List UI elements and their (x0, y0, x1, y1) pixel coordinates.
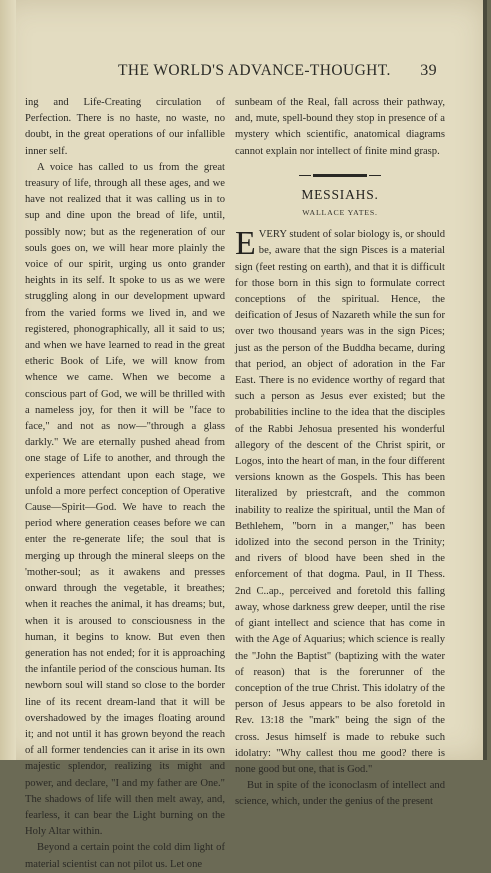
paragraph: Beyond a certain point the cold dim light of material scientist can not pilot us. Let one (25, 842, 225, 870)
page-number: 39 (420, 62, 437, 79)
page-gutter (0, 0, 16, 760)
paragraph: A voice has called to us from the great treasury of life, through all these ages, and we have not realized that it was calling us in to sup and dine upon the bread of life, until, possibly now; but as the regeneration of our souls goes on, we will hear more plainly the voice of our spirit, urging us onto grander heights in its self. It spoke to us as we were struggling along in our development upward from the varied forms we lived in, and we registered, phonographically, all it said to us; and when we have learned to read in the great etheric Book of Life, we will know from whence we came. When we become a conscious part of God, we will be thrilled with a nameless joy, for then it will be "face to face," and not as now—"through a glass darkly." We are eternally pushed ahead from one stage of Life to another, and through the experiences attendant upon each stage, we unfold a more perfect conception of Operative Cause—Spirit—God. We have to reach the period where generation ceases before we can enter the re-generate life; the soul that is merging up through the mineral sleeps on the 'mother-soul; as it awakens and presses onward through the vegetable, it breathes; when it reaches the animal, it has dreams; but, when it is aroused to consciousness in the human, it begins to know. But even then generation has not ended; for it is approaching the infantile period of the conscious human. Its newborn soul will stand so close to the border line of its recent dream-land that it will be overshadowed by the images floating around it; and not until it has grown beyond the reach of all former tendencies can it arise in its own majestic splendor, realizing its might and power, and declare, "I and my father are One." The shadows of life will then melt away, and, fearless, it can bear the Light burning on the Holy Altar within. (25, 161, 225, 838)
paragraph: sunbeam of the Real, fall across their pathway, and, mute, spell-bound they stop in presence of a mystery which scientific, anatomical diagrams cannot explain nor intellect of finite mind grasp. (235, 97, 445, 157)
right-column (235, 95, 445, 811)
article-byline: WALLACE YATES. (302, 208, 378, 218)
drop-cap: E (235, 225, 256, 263)
left-column (25, 95, 225, 873)
paragraph (235, 227, 445, 778)
paragraph: But in spite of the iconoclasm of intellect and science, which, under the genius of the present (235, 780, 445, 808)
paragraph: ing and Life-Creating circulation of Perfection. There is no haste, no waste, no doubt, in the great operations of our infallible inner self. (25, 97, 225, 157)
section-divider (313, 174, 367, 177)
paragraph-text: VERY student of solar biology is, or should be, aware that the sign Pisces is a material sign (feet resting on earth), and that it is difficult for those born in this sign to formulate correct conceptions of the spiritual. Hence, the deification of Jesus of Nazareth while the sun for over two thousand years was in the sign Pices; just as the person of the Buddha became, during that period, an object of adoration in the Far East. There is no evidence worthy of regard that such a person as Jesus ever existed; but the probabilities incline to the idea that the disciples of the Rabbi Jehosua presented his wonderful allegory of the descent of the Christ spirit, or Logos, into the heart of man, in the four different versions known as the Gospels. This has been literalized by priestcraft, and the common inability to realize the spiritual, until the Man of Bethlehem, "born in a manger," has been idolized into the second person in the Trinity; and rivers of blood have been shed in the enforcement of that dogma. Paul, in II Thess. 2nd C..ap., perceived and foretold this falling away, whose darkness grew deeper, until the rise of giant intellect and science that has come in with the Age of Aquarius; which science is really the "John the Baptist" (baptizing with the water of reason) that is the forerunner of the conception of the true Christ. This idolatry of the person of Jesus appears to be also foretold in Rev. 13:18 the "mark" being the sign of the cross. Jesus himself is made to rebuke such idolatry: "Why callest thou me good? there is none good but one, that is God." (235, 229, 445, 775)
running-header (96, 62, 437, 82)
article-title: MESSIAHS. (301, 186, 379, 202)
running-title: THE WORLD'S ADVANCE-THOUGHT. (118, 62, 391, 79)
page-edge (483, 0, 487, 760)
